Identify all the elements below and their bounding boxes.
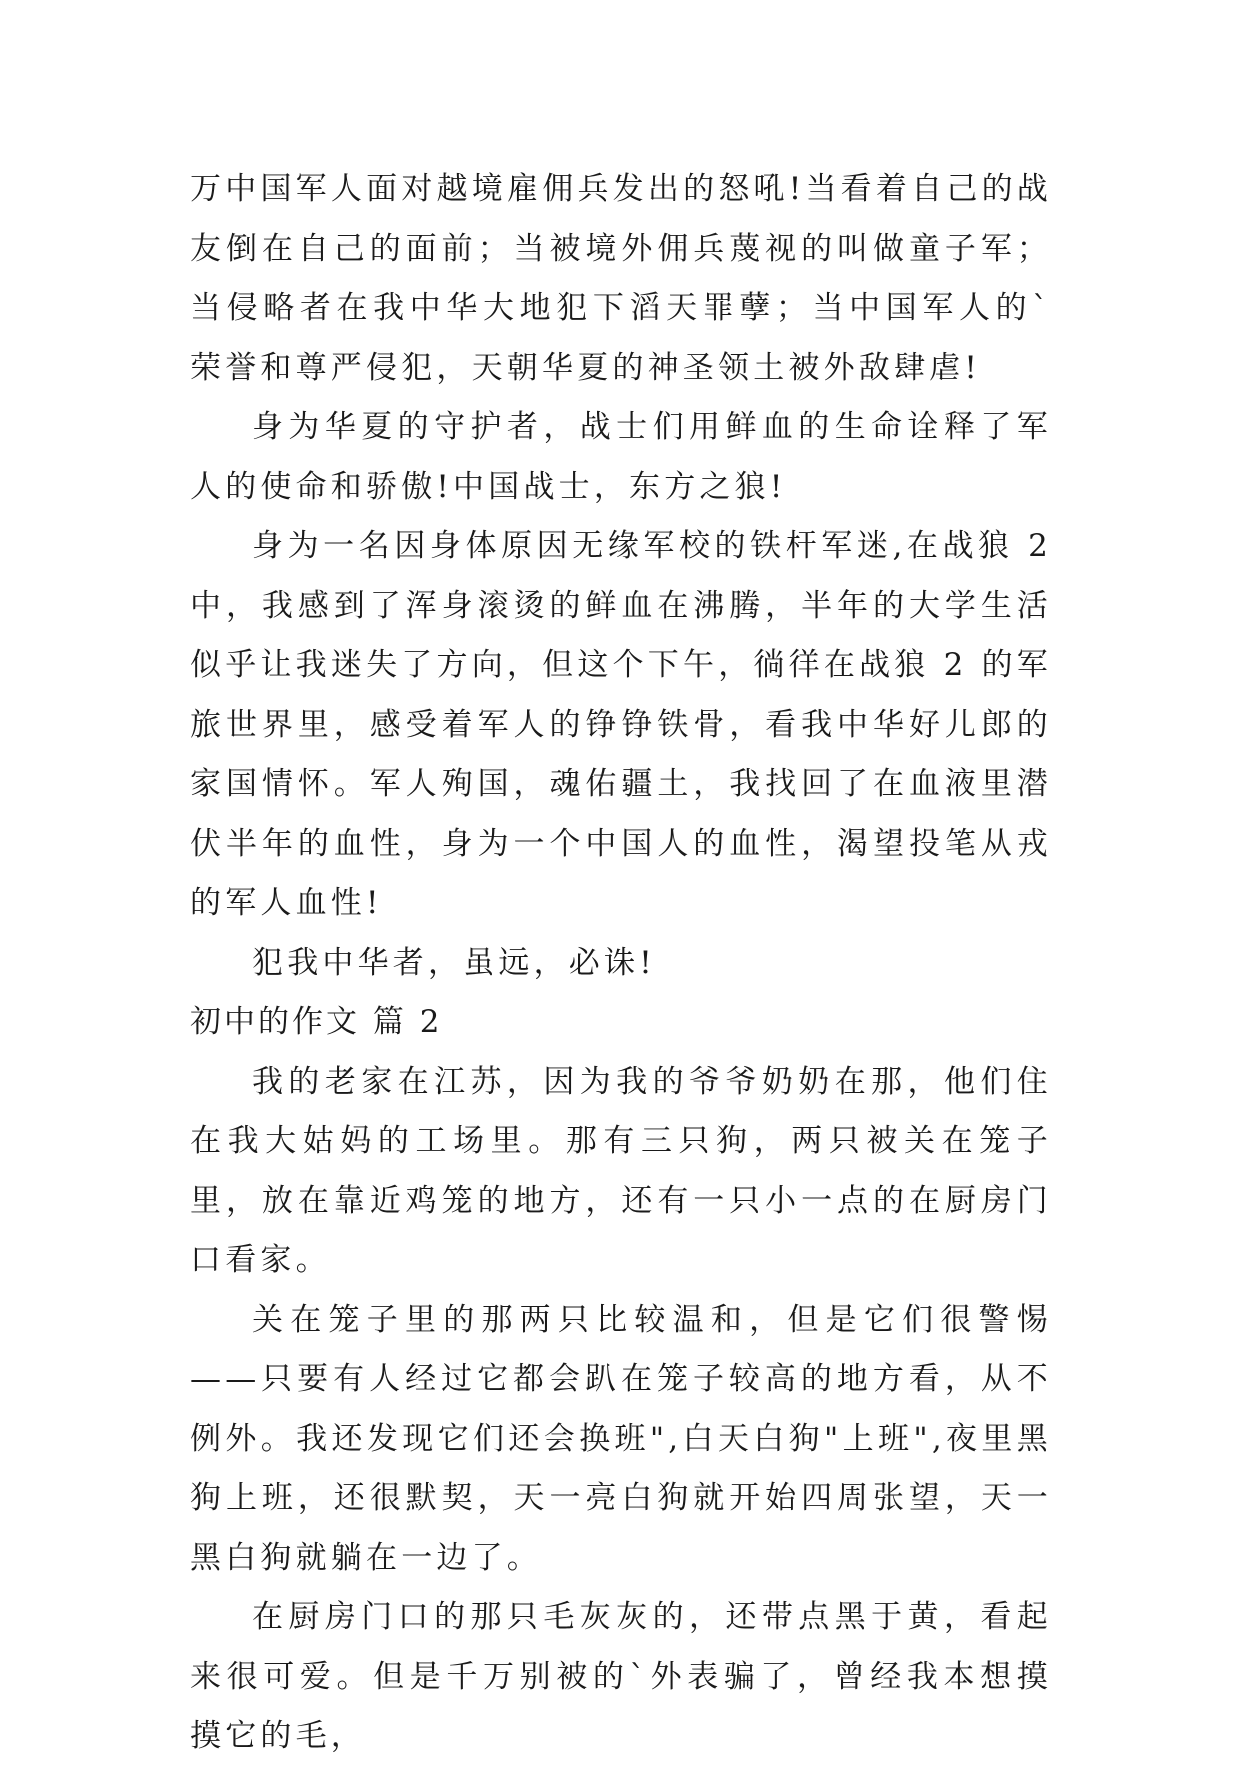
paragraph-4: 犯我中华者，虽远，必诛! bbox=[252, 944, 656, 981]
paragraph-1: 万中国军人面对越境雇佣兵发出的怒吼!当看着自己的战友倒在自己的面前；当被境外佣兵蔑视的叫做童子军；当侵略者在我中华大地犯下滔天罪孽；当中国军人的`荣誉和尊严侵犯，天朝华夏的神圣领土被外敌肆虐! bbox=[190, 171, 1052, 386]
paragraph-3: 身为一名因身体原因无缘军校的铁杆军迷,在战狼 2 中，我感到了浑身滚烫的鲜血在沸腾，半年的大学生活似乎让我迷失了方向，但这个下午，徜徉在战狼 2 的军旅世界里，感受着军人的铮铮铁骨，看我中华好儿郎的家国情怀。军人殉国，魂佑疆土，我找回了在血液里潜伏半年的血性，身为一个中国人的血性，渴望投笔从戎的军人血性! bbox=[190, 528, 1052, 921]
section-paragraph-2: 关在笼子里的那两只比较温和，但是它们很警惕——只要有人经过它都会趴在笼子较高的地方看，从不例外。我还发现它们还会换班",白天白狗"上班",夜里黑狗上班，还很默契，天一亮白狗就开始四周张望，天一黑白狗就躺在一边了。 bbox=[190, 1301, 1052, 1576]
section-heading: 初中的作文 篇 2 bbox=[190, 1004, 443, 1040]
document-body bbox=[190, 160, 1052, 1767]
paragraph-2: 身为华夏的守护者，战士们用鲜血的生命诠释了军人的使命和骄傲!中国战士，东方之狼! bbox=[190, 409, 1052, 505]
section-paragraph-3: 在厨房门口的那只毛灰灰的，还带点黑于黄，看起来很可爱。但是千万别被的`外表骗了，曾经我本想摸摸它的毛， bbox=[190, 1599, 1052, 1754]
section-paragraph-1: 我的老家在江苏，因为我的爷爷奶奶在那，他们住在我大姑妈的工场里。那有三只狗，两只被关在笼子里，放在靠近鸡笼的地方，还有一只小一点的在厨房门口看家。 bbox=[190, 1063, 1052, 1278]
